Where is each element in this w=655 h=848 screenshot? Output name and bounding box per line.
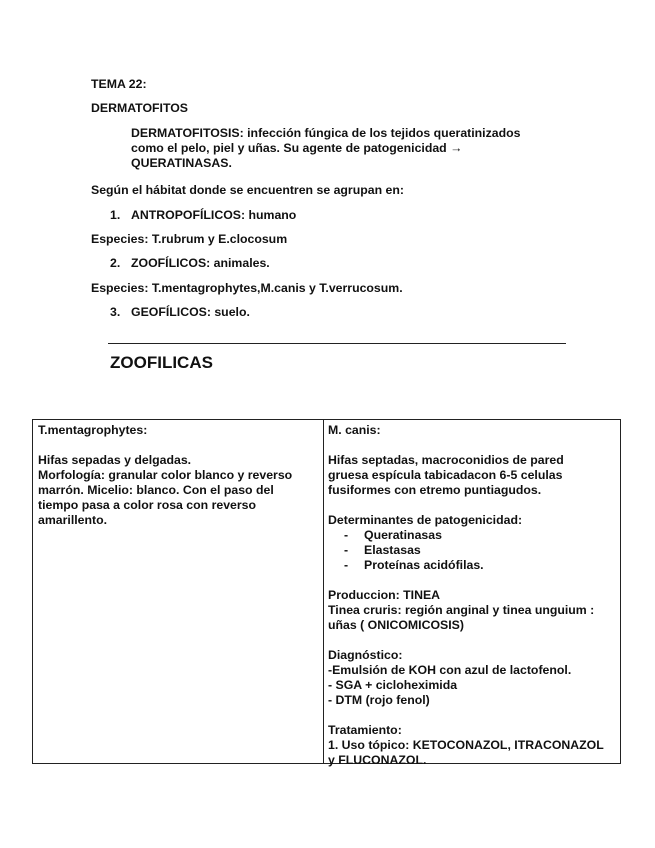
cell-line: amarillento. (38, 513, 108, 527)
treatment-title: Tratamiento: (328, 723, 402, 737)
table-cell-left (38, 423, 318, 528)
cell-line: gruesa espícula tabicadacon 6-5 celulas (328, 468, 563, 482)
cell-line: y FLUCONAZOL. (328, 753, 427, 767)
cell-title: T.mentagrophytes: (38, 423, 148, 437)
topic-number: TEMA 22: (91, 77, 147, 91)
group-zoofilicos: ZOOFÍLICOS: animales. (131, 256, 270, 270)
list-number: 1. (110, 208, 121, 222)
list-number: 3. (110, 305, 121, 319)
group-antropofilicos: ANTROPOFÍLICOS: humano (131, 208, 297, 222)
list-number: 2. (110, 256, 121, 270)
cell-line: fusiformes con etremo puntiagudos. (328, 483, 542, 497)
cell-line: -Emulsión de KOH con azul de lactofenol. (328, 663, 572, 677)
cell-line: marrón. Micelio: blanco. Con el paso del (38, 483, 274, 497)
group-geofilicos: GEOFÍLICOS: suelo. (131, 305, 250, 319)
cell-line: - SGA + cicloheximida (328, 678, 458, 692)
cell-line: Hifas septadas, macroconidios de pared (328, 453, 564, 467)
column-divider (323, 420, 324, 763)
definition-line: DERMATOFITOSIS: infección fúngica de los tejidos queratinizados (131, 126, 521, 140)
page-title: DERMATOFITOS (91, 101, 189, 115)
cell-line: 1. Uso tópico: KETOCONAZOL, ITRACONAZOL (328, 738, 604, 752)
cell-line: Produccion: TINEA (328, 588, 441, 602)
table-cell-right (328, 423, 618, 768)
list-item: - Queratinasas (344, 528, 442, 542)
species-antropofilicos: Especies: T.rubrum y E.clocosum (91, 232, 288, 246)
determinants-title: Determinantes de patogenicidad: (328, 513, 523, 527)
definition-line: QUERATINASAS. (131, 156, 232, 170)
species-zoofilicos: Especies: T.mentagrophytes,M.canis y T.verrucosum. (91, 281, 403, 295)
list-item: - Elastasas (344, 543, 421, 557)
cell-line: tiempo pasa a color rosa con reverso (38, 498, 257, 512)
cell-line: - DTM (rojo fenol) (328, 693, 430, 707)
section-heading: ZOOFILICAS (110, 353, 213, 372)
cell-line: uñas ( ONICOMICOSIS) (328, 618, 464, 632)
habitat-intro: Según el hábitat donde se encuentren se agrupan en: (91, 183, 404, 197)
cell-line: Tinea cruris: región anginal y tinea unguium : (328, 603, 595, 617)
diagnosis-title: Diagnóstico: (328, 648, 403, 662)
definition-line: como el pelo, piel y uñas. Su agente de patogenicidad → (131, 141, 463, 155)
species-table (32, 419, 621, 767)
section-divider (108, 343, 566, 344)
cell-line: Hifas sepadas y delgadas. (38, 453, 192, 467)
definition-paragraph (131, 126, 520, 171)
list-item: - Proteínas acidófilas. (344, 558, 484, 572)
cell-line: Morfología: granular color blanco y reverso (38, 468, 293, 482)
cell-title: M. canis: (328, 423, 381, 437)
